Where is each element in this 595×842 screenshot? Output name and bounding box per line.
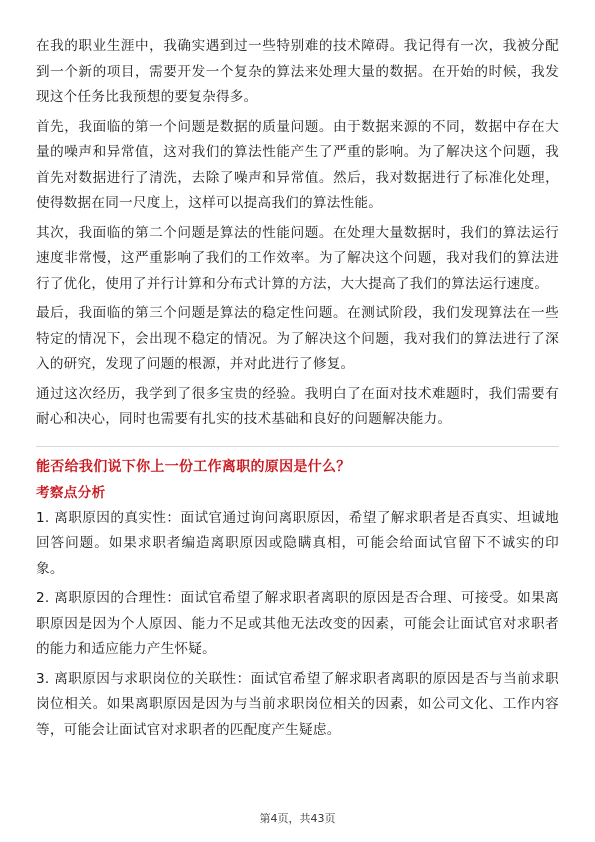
page-number-footer: 第4页，共43页 — [259, 812, 336, 825]
question-heading: 能否给我们说下你上一份工作离职的原因是什么？ — [36, 458, 351, 475]
analysis-point-1: 1. 离职原因的真实性：面试官通过询问离职原因，希望了解求职者是否真实、坦诚地回答问题。如果求职者编造离职原因或隐瞒真相，可能会给面试官留下不诚实的印象。 — [36, 509, 559, 577]
answer-paragraph-5: 通过这次经历，我学到了很多宝贵的经验。我明白了在面对技术难题时，我们需要有耐心和决心，同时也需要有扎实的技术基础和良好的问题解决能力。 — [36, 385, 559, 427]
analysis-point-3: 3. 离职原因与求职岗位的关联性：面试官希望了解求职者离职的原因是否与当前求职岗位相关。如果离职原因是因为与当前求职岗位相关的因素，如公司文化、工作内容等，可能会让面试官对求职者的匹配度产生疑虑。 — [36, 670, 559, 738]
answer-paragraph-3: 其次，我面临的第二个问题是算法的性能问题。在处理大量数据时，我们的算法运行速度非常慢，这严重影响了我们的工作效率。为了解决这个问题，我对我们的算法进行了优化，使用了并行计算和分布式计算的方法，大大提高了我们的算法运行速度。 — [36, 224, 559, 292]
analysis-label: 考察点分析 — [36, 484, 106, 501]
answer-paragraph-4: 最后，我面临的第三个问题是算法的稳定性问题。在测试阶段，我们发现算法在一些特定的情况下，会出现不稳定的情况。为了解决这个问题，我对我们的算法进行了深入的研究，发现了问题的根源，并对此进行了修复。 — [36, 305, 559, 372]
analysis-point-2: 2. 离职原因的合理性：面试官希望了解求职者离职的原因是否合理、可接受。如果离职原因是因为个人原因、能力不足或其他无法改变的因素，可能会让面试官对求职者的能力和适应能力产生怀疑。 — [36, 590, 559, 657]
answer-paragraph-1: 在我的职业生涯中，我确实遇到过一些特别难的技术障碍。我记得有一次，我被分配到一个新的项目，需要开发一个复杂的算法来处理大量的数据。在开始的时候，我发现这个任务比我预想的要复杂得多。 — [36, 38, 559, 105]
section-divider — [36, 446, 559, 447]
answer-paragraph-2: 首先，我面临的第一个问题是数据的质量问题。由于数据来源的不同，数据中存在大量的噪声和异常值，这对我们的算法性能产生了严重的影响。为了解决这个问题，我首先对数据进行了清洗，去除了噪声和异常值。然后，我对数据进行了标准化处理，使得数据在同一尺度上，这样可以提高我们的算法性能。 — [36, 118, 559, 211]
document-page — [36, 34, 559, 747]
